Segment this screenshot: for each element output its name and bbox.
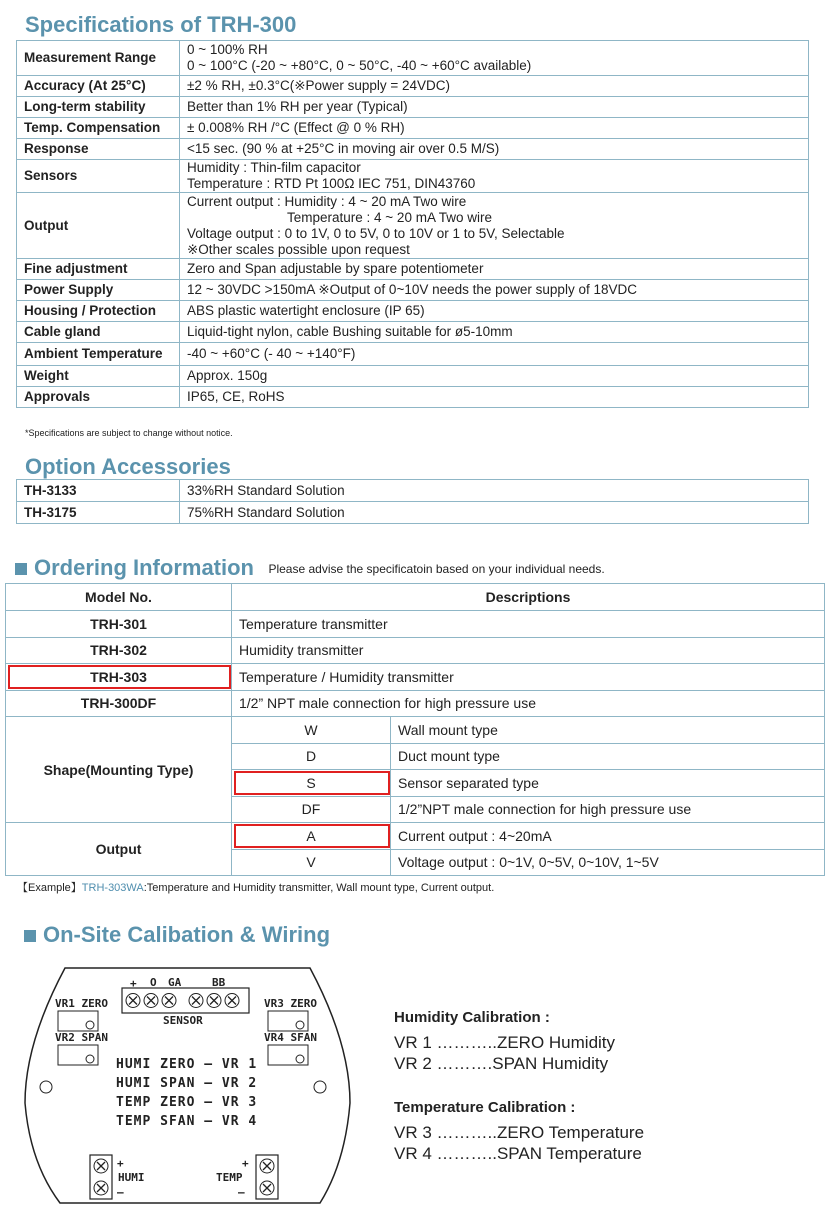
example-line: [17, 879, 494, 895]
temperature-calibration-title: Temperature Calibration :: [394, 1099, 576, 1116]
spec-key: Weight: [17, 366, 180, 387]
legend-line-1: HUMI ZERO — VR 1: [116, 1057, 258, 1072]
accessory-desc: 33%RH Standard Solution: [180, 480, 809, 502]
spec-value-line: 0 ~ 100°C (-20 ~ +80°C, 0 ~ 50°C, -40 ~ +60°C available): [187, 58, 532, 73]
accessory-code: TH-3133: [17, 480, 180, 502]
spec-value-line: Voltage output : 0 to 1V, 0 to 5V, 0 to 10V or 1 to 5V, Selectable: [187, 225, 565, 241]
example-text: :Temperature and Humidity transmitter, Wall mount type, Current output.: [143, 882, 495, 894]
vr1-label: VR1 ZERO: [55, 997, 108, 1010]
shape-desc: Duct mount type: [391, 743, 825, 770]
spec-row: [17, 387, 809, 408]
spec-value-line: Better than 1% RH per year (Typical): [187, 99, 408, 114]
legend-line-2: HUMI SPAN — VR 2: [116, 1076, 258, 1091]
model-desc: 1/2” NPT male connection for high pressure use: [232, 690, 825, 717]
spec-key: Sensors: [17, 160, 180, 193]
temp-minus-label: —: [238, 1186, 245, 1199]
humidity-calibration-line: VR 2 ……….SPAN Humidity: [394, 1054, 609, 1073]
spec-value-line: ±2 % RH, ±0.3°C(※Power supply = 24VDC): [187, 78, 450, 93]
temperature-calibration-line: VR 4 ………..SPAN Temperature: [394, 1144, 642, 1163]
spec-value-line: -40 ~ +60°C (- 40 ~ +140°F): [187, 346, 356, 361]
model-code: TRH-303: [6, 664, 232, 691]
temp-terminal-block: [256, 1155, 278, 1199]
spec-value-line: Zero and Span adjustable by spare potentiometer: [187, 261, 484, 276]
shape-code: DF: [232, 796, 391, 823]
humi-label: HUMI: [118, 1171, 145, 1184]
spec-value-line: Liquid-tight nylon, cable Bushing suitable for ø5-10mm: [187, 324, 513, 339]
col-desc-header: Descriptions: [232, 584, 825, 611]
spec-row: [17, 343, 809, 366]
spec-value: [180, 41, 809, 76]
accessories-table: [16, 479, 809, 524]
spec-row: [17, 41, 809, 76]
calibration-header: [24, 922, 330, 948]
model-code: TRH-301: [6, 611, 232, 638]
spec-key: Response: [17, 139, 180, 160]
spec-row: [17, 160, 809, 193]
spec-value: [180, 322, 809, 343]
spec-key: Ambient Temperature: [17, 343, 180, 366]
model-desc: Humidity transmitter: [232, 637, 825, 664]
humi-plus-label: +: [117, 1157, 124, 1170]
example-label: 【Example】: [17, 882, 82, 894]
ordering-table: [5, 583, 825, 876]
spec-note: *Specifications are subject to change without notice.: [25, 428, 233, 438]
spec-key: Housing / Protection: [17, 301, 180, 322]
model-row: [6, 637, 825, 664]
accessory-row: [17, 480, 809, 502]
example-model: TRH-303WA: [81, 882, 144, 894]
col-model-header: Model No.: [6, 584, 232, 611]
legend-line-4: TEMP SFAN — VR 4: [116, 1114, 258, 1129]
spec-value-line: 12 ~ 30VDC >150mA ※Output of 0~10V needs the power supply of 18VDC: [187, 282, 637, 297]
spec-value: [180, 193, 809, 259]
accessory-desc: 75%RH Standard Solution: [180, 502, 809, 524]
spec-value: [180, 259, 809, 280]
vr3-label: VR3 ZERO: [264, 997, 317, 1010]
sensor-terminal-block: [122, 988, 249, 1013]
spec-value: [180, 76, 809, 97]
ordering-header-row: [6, 584, 825, 611]
model-code: TRH-302: [6, 637, 232, 664]
shape-desc: 1/2”NPT male connection for high pressure use: [391, 796, 825, 823]
spec-title: Specifications of TRH-300: [25, 12, 297, 37]
spec-table: [16, 40, 809, 408]
output-code: V: [232, 849, 391, 876]
humi-terminal-block: [90, 1155, 112, 1199]
wiring-diagram: [20, 963, 360, 1213]
mounting-hole-left-icon: [40, 1081, 52, 1093]
humidity-calibration-line: VR 1 ………..ZERO Humidity: [394, 1033, 616, 1052]
spec-value: [180, 280, 809, 301]
ordering-header: [15, 555, 605, 581]
spec-value-line: ± 0.008% RH /°C (Effect @ 0 % RH): [187, 120, 405, 135]
spec-value-line: Temperature : 4 ~ 20 mA Two wire: [287, 209, 492, 225]
spec-row: [17, 259, 809, 280]
spec-value: [180, 160, 809, 193]
sensor-label: SENSOR: [163, 1014, 203, 1027]
spec-key: Temp. Compensation: [17, 118, 180, 139]
spec-value: [180, 343, 809, 366]
spec-value-line: 0 ~ 100% RH: [187, 42, 268, 57]
spec-row: [17, 280, 809, 301]
model-desc: Temperature / Humidity transmitter: [232, 664, 825, 691]
spec-key: Long-term stability: [17, 97, 180, 118]
humi-minus-label: —: [117, 1186, 124, 1199]
temperature-calibration-line: VR 3 ………..ZERO Temperature: [394, 1123, 645, 1142]
section-square-icon: [24, 930, 36, 942]
spec-row: [17, 301, 809, 322]
shape-row: [6, 717, 825, 744]
temp-plus-label: +: [242, 1157, 249, 1170]
shape-desc: Wall mount type: [391, 717, 825, 744]
temperature-calibration: [394, 1099, 644, 1164]
spec-value-line: IP65, CE, RoHS: [187, 389, 285, 404]
temp-label: TEMP: [216, 1171, 243, 1184]
model-row: [6, 690, 825, 717]
spec-key: Fine adjustment: [17, 259, 180, 280]
ordering-subtitle: Please advise the specificatoin based on your individual needs.: [268, 562, 605, 576]
terminal-bb-label: BB: [212, 976, 226, 989]
spec-value-line: Humidity : Thin-film capacitor: [187, 160, 361, 175]
spec-key: Power Supply: [17, 280, 180, 301]
vr2-label: VR2 SPAN: [55, 1031, 108, 1044]
spec-row: [17, 97, 809, 118]
spec-key: Output: [17, 193, 180, 259]
output-label: Output: [6, 823, 232, 876]
spec-key: Measurement Range: [17, 41, 180, 76]
shape-label: Shape(Mounting Type): [6, 717, 232, 823]
spec-key: Approvals: [17, 387, 180, 408]
spec-row: [17, 366, 809, 387]
spec-value: [180, 301, 809, 322]
spec-value-line: Temperature : RTD Pt 100Ω IEC 751, DIN43760: [187, 176, 476, 191]
spec-value-line: ABS plastic watertight enclosure (IP 65): [187, 303, 425, 318]
spec-value-line: Approx. 150g: [187, 368, 268, 383]
humidity-calibration: [394, 1009, 615, 1074]
spec-value: [180, 118, 809, 139]
humidity-calibration-title: Humidity Calibration :: [394, 1009, 550, 1026]
legend-line-3: TEMP ZERO — VR 3: [116, 1095, 258, 1110]
terminal-ga-label: GA: [168, 976, 182, 989]
model-row: [6, 664, 825, 691]
accessories-title: Option Accessories: [25, 454, 231, 479]
model-code: TRH-300DF: [6, 690, 232, 717]
accessory-row: [17, 502, 809, 524]
shape-code: W: [232, 717, 391, 744]
spec-row: [17, 193, 809, 259]
calibration-title: On-Site Calibation & Wiring: [43, 922, 331, 947]
spec-row: [17, 118, 809, 139]
spec-value-line: <15 sec. (90 % at +25°C in moving air over 0.5 M/S): [187, 141, 500, 156]
spec-row: [17, 76, 809, 97]
spec-row: [17, 139, 809, 160]
spec-row: [17, 322, 809, 343]
accessory-code: TH-3175: [17, 502, 180, 524]
shape-desc: Sensor separated type: [391, 770, 825, 797]
spec-value: [180, 139, 809, 160]
output-row: [6, 823, 825, 850]
terminal-plus-label: +: [130, 977, 137, 990]
output-desc: Current output : 4~20mA: [391, 823, 825, 850]
vr4-label: VR4 SFAN: [264, 1031, 317, 1044]
spec-value: [180, 366, 809, 387]
spec-value-line: Current output : Humidity : 4 ~ 20 mA Two wire: [187, 193, 467, 209]
output-desc: Voltage output : 0~1V, 0~5V, 0~10V, 1~5V: [391, 849, 825, 876]
shape-code: D: [232, 743, 391, 770]
terminal-o-label: O: [150, 976, 157, 989]
ordering-title: Ordering Information: [34, 555, 254, 580]
shape-code: S: [232, 770, 391, 797]
spec-value: [180, 97, 809, 118]
output-code: A: [232, 823, 391, 850]
mounting-hole-right-icon: [314, 1081, 326, 1093]
section-square-icon: [15, 563, 27, 575]
model-row: [6, 611, 825, 638]
spec-value: [180, 387, 809, 408]
spec-value-line: ※Other scales possible upon request: [187, 241, 410, 257]
model-desc: Temperature transmitter: [232, 611, 825, 638]
spec-key: Accuracy (At 25°C): [17, 76, 180, 97]
spec-key: Cable gland: [17, 322, 180, 343]
